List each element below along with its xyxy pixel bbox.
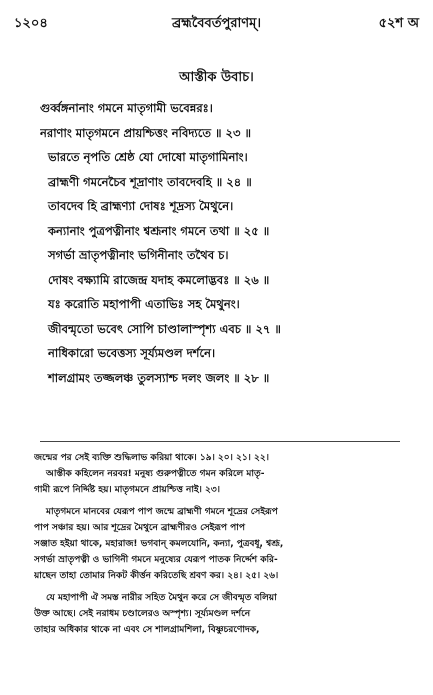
verse-line: শালগ্রামং তজ্জলঞ্চ তুলস্যাশ্চ দলং জলং ॥ ২৮ ॥: [48, 370, 270, 385]
verse-line: যঃ করোতি মহাপাপী এতাভিঃ সহ মৈথুনং।: [48, 297, 240, 311]
translation-line: আস্তীক কহিলেন নরবর! মনুষ্য গুরুপত্নীতে গমন করিলে মাতৃ-: [46, 468, 265, 479]
translation-line: উক্ত আছে। সেই নরাধম চণ্ডালেরও অস্পৃশ্য। সূর্য্যমণ্ডল দর্শনে: [34, 609, 251, 620]
verse-line: সগর্ভা ভ্রাতৃপত্নীনাং ভগিনীনাং তথৈব চ।: [48, 248, 229, 262]
page-header: [14, 14, 419, 32]
translation-line: মাতৃগমনে মানবের যেরূপ পাপ জন্মে ব্রাহ্মণী গমনে শূদ্রের সেইরূপ: [46, 507, 278, 518]
verse-line: ভারতে নৃপতি শ্রেষ্ঠ যো দোষো মাতৃগামিনাং।: [48, 150, 248, 164]
verse-line: কন্যানাং পুত্রপত্নীনাং শ্বশ্রূনাং গমনে তথা ॥ ২৫ ॥: [48, 223, 270, 238]
speaker-heading: আস্তীক উবাচ।: [179, 70, 254, 85]
translation-line: সগর্ভা ভ্রাতৃপত্নী ও ভাগিনী গমনে মনুষ্যের যেরূপ পাতক নির্দ্দেশ করি-: [34, 554, 278, 565]
chapter-number: ৫২শ অ: [378, 16, 419, 31]
verse-line: ব্রাহ্মণী গমনেচৈব শূদ্রাণাং তাবদেবহি ॥ ২৪ ॥: [48, 174, 252, 189]
section-divider: [40, 441, 400, 442]
verse-line: নাধিকারো ভবেত্তস্য সূর্য্যমণ্ডল দর্শনে।: [48, 346, 216, 360]
translation-line: পাপ সঞ্চার হয়। আর শূদ্রের মৈথুনে ব্রাহ্মণীরও সেইরূপ পাপ: [34, 523, 245, 534]
page-number: ১২০৪: [14, 16, 48, 31]
translation-line: গামী রূপে নির্দ্দিষ্ট হয়। মাতৃগমনে প্রায়শ্চিত্ত নাই। ২৩।: [34, 484, 220, 495]
translation-line: য়াছেন তাহা তোমার নিকট কীর্ত্তন করিতেছি শ্রবণ কর। ২৪। ২৫। ২৬।: [34, 570, 279, 581]
sanskrit-verses: [40, 96, 424, 390]
verse-line: নরাণাং মাতৃগমনে প্রায়শ্চিত্তং নবিদ্যতে ॥ ২৩ ॥: [40, 125, 251, 140]
running-title: ব্রহ্মবৈবর্তপুরাণম্।: [172, 16, 261, 31]
bengali-translation: [34, 451, 426, 639]
verse-line: তাবদেব হি ব্রাহ্মণ্যা দোষঃ শূদ্রস্য মৈথুনে।: [48, 199, 234, 213]
verse-line: জীবন্মৃতো ভবেৎ সোপি চাণ্ডালাস্পৃশ্য এবচ ॥ ২৭ ॥: [48, 321, 281, 336]
translation-line: যে মহাপাপী ঐ সমস্ত নারীর সহিত মৈথুন করে সে জীবন্মৃত বলিয়া: [46, 593, 277, 604]
verse-line: গুর্ব্বঙ্গনানাং গমনে মাতৃগামী ভবেন্নরঃ।: [40, 101, 213, 115]
translation-line: জন্মের পর সেই ব্যক্তি শুদ্ধিলাভ করিয়া থাকে। ১৯। ২০। ২১। ২২।: [34, 453, 269, 463]
translation-line: সঞ্জাত হইয়া থাকে, মহারাজ! ভগবান্ কমলযোনি, কন্যা, পুত্রবধূ, শ্বশ্রূ,: [34, 538, 284, 549]
verse-line: দোষং বক্ষ্যামি রাজেন্দ্র যদাহ কমলোদ্ভবঃ ॥ ২৬ ॥: [48, 272, 270, 287]
translation-line: তাহার অধিকার থাকে না এবং সে শালগ্রামশিলা, বিষ্ণুচরণোদক,: [34, 624, 260, 635]
